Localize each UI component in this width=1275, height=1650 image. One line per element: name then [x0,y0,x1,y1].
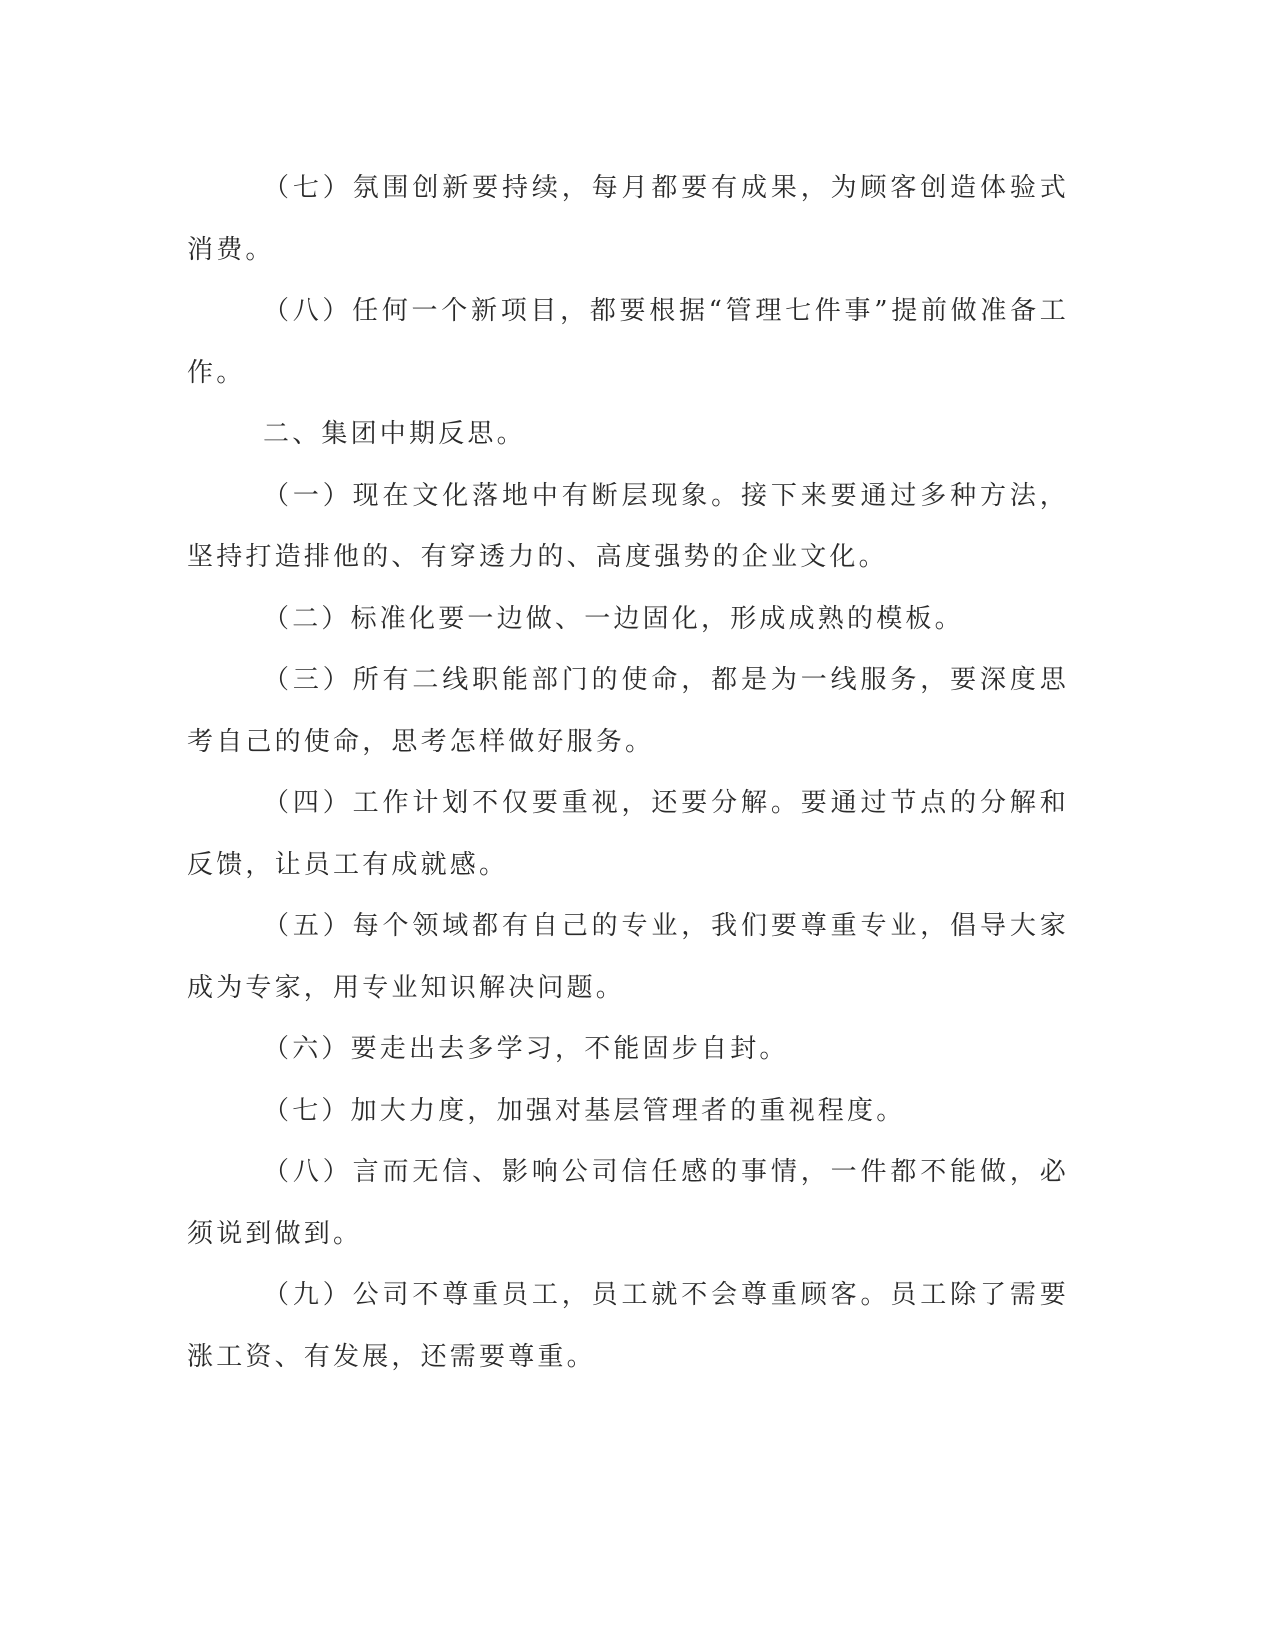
paragraph-reflection-3: （三）所有二线职能部门的使命，都是为一线服务，要深度思考自己的使命，思考怎样做好服务。 [187,665,1069,757]
paragraph-reflection-1: （一）现在文化落地中有断层现象。接下来要通过多种方法，坚持打造排他的、有穿透力的、高度强势的企业文化。 [187,480,1069,572]
paragraph-reflection-2: （二）标准化要一边做、一边固化，形成成熟的模板。 [263,603,964,634]
paragraph-reflection-4: （四）工作计划不仅要重视，还要分解。要通过节点的分解和反馈，让员工有成就感。 [187,788,1069,880]
paragraph-reflection-7: （七）加大力度，加强对基层管理者的重视程度。 [263,1095,906,1126]
paragraph-reflection-5: （五）每个领域都有自己的专业，我们要尊重专业，倡导大家成为专家，用专业知识解决问题。 [187,911,1069,1003]
paragraph-reflection-9: （九）公司不尊重员工，员工就不会尊重顾客。员工除了需要涨工资、有发展，还需要尊重。 [187,1280,1069,1372]
paragraph-item-8-new-project: （八）任何一个新项目，都要根据“管理七件事”提前做准备工作。 [187,296,1069,388]
paragraph-item-7-atmosphere: （七）氛围创新要持续，每月都要有成果，为顾客创造体验式消费。 [187,173,1069,265]
paragraph-reflection-8: （八）言而无信、影响公司信任感的事情，一件都不能做，必须说到做到。 [187,1157,1069,1249]
section-heading-midterm-reflection: 二、集团中期反思。 [263,419,526,449]
paragraph-reflection-6: （六）要走出去多学习，不能固步自封。 [263,1034,789,1064]
document-body [187,158,1069,1388]
